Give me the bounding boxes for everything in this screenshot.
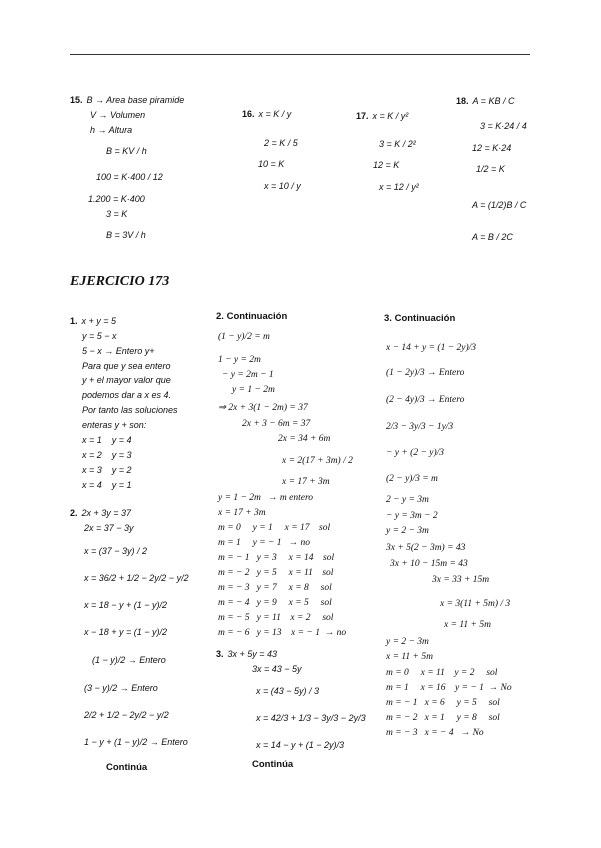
continuation-line: ⇒ 2x + 3(1 − 2m) = 37 <box>218 403 308 413</box>
continuation-heading-2: 2. Continuación <box>216 311 288 322</box>
continuation-line: m = − 6 y = 13 x = − 1 → no <box>218 628 347 638</box>
problem-1-line: x = 1 y = 4 <box>82 435 132 445</box>
problem-15-line: V → Volumen <box>90 110 146 120</box>
continuation-line: m = − 3 y = 7 x = 8 sol <box>218 583 332 593</box>
continuation-line: 2 − y = 3m <box>386 495 429 505</box>
problem-number: 3. <box>216 649 224 659</box>
continuation-line: y = 2 − 3m <box>386 526 429 536</box>
problem-number: 18. <box>456 96 469 106</box>
problem-18-line: A = B / 2C <box>472 232 513 242</box>
problem-15-line: B = KV / h <box>106 146 147 156</box>
continuation-line: m = − 3 x = − 4 → No <box>386 728 484 738</box>
continuation-line: 2/3 − 3y/3 − 1y/3 <box>386 422 454 432</box>
continuation-line: m = − 2 y = 5 x = 11 sol <box>218 568 334 578</box>
problem-2-line: 2. 2x + 3y = 37 <box>70 508 132 518</box>
problem-15-line: 100 = K·400 / 12 <box>96 172 163 182</box>
continuation-line: (1 − y)/2 = m <box>218 332 270 342</box>
problem-15-line: h → Altura <box>90 125 133 135</box>
problem-1-line: x = 2 y = 3 <box>82 450 132 460</box>
problem-number: 17. <box>356 111 369 121</box>
continuation-line: m = − 1 x = 6 y = 5 sol <box>386 698 500 708</box>
header-rule <box>70 54 530 55</box>
problem-2-line: 2x = 37 − 3y <box>84 523 134 533</box>
exercise-title: EJERCICIO 173 <box>70 274 170 289</box>
problem-17-line: 12 = K <box>373 160 400 170</box>
continua-label-1: Continúa <box>106 762 148 773</box>
problem-16-line: 16. x = K / y <box>242 109 292 119</box>
continuation-line: m = 1 x = 16 y = − 1 → No <box>386 683 512 693</box>
problem-3-line: x = 14 − y + (1 − 2y)/3 <box>256 740 345 750</box>
problem-1-line: enteras y + son: <box>82 420 147 430</box>
problem-2-line: x = 18 − y + (1 − y)/2 <box>84 600 168 610</box>
problem-17-line: 17. x = K / y² <box>356 111 409 121</box>
continuation-line: x = 11 + 5m <box>444 620 491 630</box>
problem-2-line: (1 − y)/2 → Entero <box>92 655 166 665</box>
continuation-line: m = 0 x = 11 y = 2 sol <box>386 668 498 678</box>
problem-1-line: y = 5 − x <box>82 331 117 341</box>
continuation-line: x = 11 + 5m <box>386 652 433 662</box>
continuation-line: m = − 4 y = 9 x = 5 sol <box>218 598 332 608</box>
problem-16-line: 2 = K / 5 <box>264 138 298 148</box>
problem-2-line: x = 36/2 + 1/2 − 2y/2 − y/2 <box>84 573 189 583</box>
continuation-line: m = − 1 y = 3 x = 14 sol <box>218 553 335 563</box>
problem-2-line: x − 18 + y = (1 − y)/2 <box>84 627 168 637</box>
continuation-line: 3x + 10 − 15m = 43 <box>390 559 468 569</box>
problem-1-line: 5 − x → Entero y+ <box>82 346 155 356</box>
problem-number: 2. <box>70 508 78 518</box>
continuation-line: (1 − 2y)/3 → Entero <box>386 368 465 378</box>
problem-1-line: podemos dar a x es 4. <box>82 390 172 400</box>
continuation-line: − y = 3m − 2 <box>386 511 438 521</box>
continuation-line: x = 17 + 3m <box>218 508 266 518</box>
problem-3-line: x = 42/3 + 1/3 − 3y/3 − 2y/3 <box>256 713 366 723</box>
continuation-line: 3x = 33 + 15m <box>432 575 490 585</box>
continuation-heading-3: 3. Continuación <box>384 313 456 324</box>
continuation-line: y = 2 − 3m <box>386 637 429 647</box>
problem-1-line: x = 3 y = 2 <box>82 465 132 475</box>
problem-15-line: 15. B → Area base piramide <box>70 95 185 105</box>
continuation-line: x = 2(17 + 3m) / 2 <box>282 456 353 466</box>
continuation-line: y = 1 − 2m <box>232 385 275 395</box>
continuation-line: x − 14 + y = (1 − 2y)/3 <box>386 343 477 353</box>
continuation-line: x = 17 + 3m <box>282 477 330 487</box>
continuation-line: 2x = 34 + 6m <box>278 434 331 444</box>
problem-2-line: 2/2 + 1/2 − 2y/2 − y/2 <box>84 710 169 720</box>
problem-number: 15. <box>70 95 83 105</box>
problem-1-line: Por tanto las soluciones <box>82 405 178 415</box>
problem-15-line: 3 = K <box>106 209 128 219</box>
continuation-line: m = − 5 y = 11 x = 2 sol <box>218 613 334 623</box>
continuation-line: − y = 2m − 1 <box>222 370 274 380</box>
problem-18-line: 1/2 = K <box>476 164 505 174</box>
problem-2-line: (3 − y)/2 → Entero <box>84 683 158 693</box>
problem-17-line: x = 12 / y² <box>379 182 419 192</box>
problem-3-line: x = (43 − 5y) / 3 <box>256 686 320 696</box>
continuation-line: x = 3(11 + 5m) / 3 <box>440 599 511 609</box>
problem-1-line: Para que y sea entero <box>82 361 171 371</box>
problem-16-line: x = 10 / y <box>264 181 301 191</box>
problem-18-line: 18. A = KB / C <box>456 96 515 106</box>
problem-1-line: x = 4 y = 1 <box>82 480 132 490</box>
problem-3-line: 3. 3x + 5y = 43 <box>216 649 278 659</box>
problem-3-line: 3x = 43 − 5y <box>252 664 302 674</box>
problem-18-line: 3 = K·24 / 4 <box>480 121 527 131</box>
problem-2-line: 1 − y + (1 − y)/2 → Entero <box>84 737 188 747</box>
continuation-line: 2x + 3 − 6m = 37 <box>242 419 311 429</box>
problem-2-line: x = (37 − 3y) / 2 <box>84 546 148 556</box>
problem-1-line: 1. x + y = 5 <box>70 316 117 326</box>
continuation-line: 1 − y = 2m <box>218 355 261 365</box>
problem-18-line: A = (1/2)B / C <box>472 200 527 210</box>
continuation-line: m = − 2 x = 1 y = 8 sol <box>386 713 500 723</box>
problem-16-line: 10 = K <box>258 159 285 169</box>
problem-15-line: B = 3V / h <box>106 230 146 240</box>
continua-label-2: Continúa <box>252 759 294 770</box>
problem-17-line: 3 = K / 2² <box>379 139 416 149</box>
continuation-line: m = 0 y = 1 x = 17 sol <box>218 523 331 533</box>
problem-number: 1. <box>70 316 78 326</box>
continuation-line: − y + (2 − y)/3 <box>386 448 445 458</box>
continuation-line: 3x + 5(2 − 3m) = 43 <box>386 543 466 553</box>
continuation-line: (2 − 4y)/3 → Entero <box>386 395 465 405</box>
continuation-line: y = 1 − 2m → m entero <box>218 493 314 503</box>
problem-15-line: 1.200 = K·400 <box>88 194 145 204</box>
problem-18-line: 12 = K·24 <box>472 143 512 153</box>
problem-1-line: y + el mayor valor que <box>82 375 171 385</box>
problem-number: 16. <box>242 109 255 119</box>
continuation-line: m = 1 y = − 1 → no <box>218 538 311 548</box>
continuation-line: (2 − y)/3 = m <box>386 474 438 484</box>
